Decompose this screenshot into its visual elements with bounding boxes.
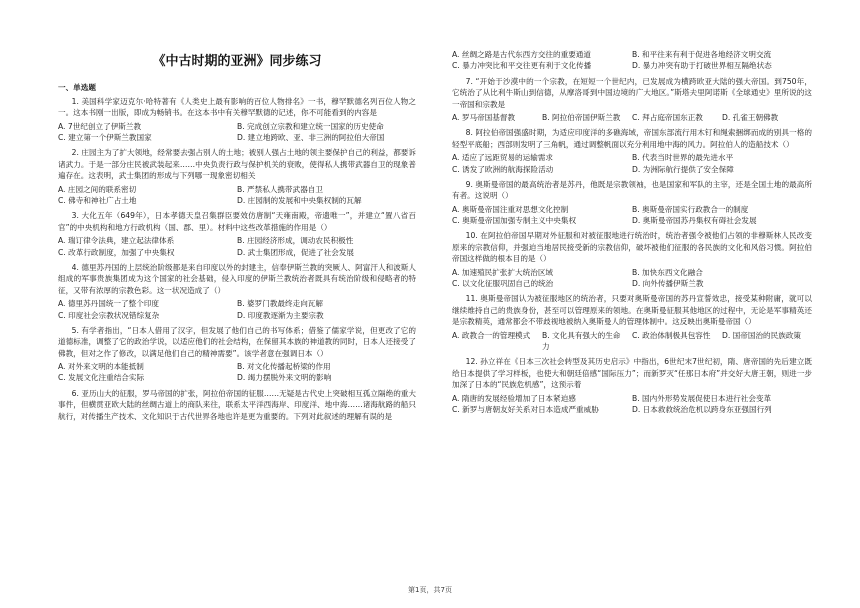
option-item[interactable]: D. 竭力摆脱外来文明的影响: [237, 373, 332, 383]
question-text: 5. 有学者指出，“日本人借用了汉字，但发展了他们自己的书写体系；借鉴了儒家学说，但更改了它的道德标准，调整了它的政治学说，以适应他们的社会结构，在保留其本族的神道教的同时，日本人还接受了佛教，但对之作了修改，以满足他们自己的精神需要”。该学者意在强调日本（）: [58, 325, 416, 358]
question-text: 4. 德里苏丹国的上层统治阶级都是来自印度以外的封建主，信奉伊斯兰教的突厥人、阿富汗人和波斯人组成的军事贵族集团成为这个国家的社会基础，侵入印度的伊斯兰教统治者既具有统治阶级和侵略者的特征，又带有浓厚的宗教色彩。这一状况造成了（）: [58, 262, 416, 295]
question-text: 11. 奥斯曼帝国认为被征服地区的统治者，只要对奥斯曼帝国的苏丹宣誓效忠，接受某种附庸，就可以继续维持自己的贵族身份，甚至可以管理原来的领地。在奥斯曼征服其他地区的过程中，无论是军事精英还是宗教精英，通常都会不带歧视地被纳入奥斯曼人的管理体制中。这反映出奥斯曼帝国（）: [452, 294, 812, 327]
document-title: 《中古时期的亚洲》同步练习: [152, 54, 322, 69]
option-item[interactable]: B. 完成创立宗教和建立统一国家的历史使命: [237, 121, 384, 131]
option-item[interactable]: A. 德里苏丹国统一了整个印度: [58, 299, 160, 309]
option-item[interactable]: A. 奥斯曼帝国注重对思想文化控制: [452, 204, 569, 214]
option-item[interactable]: C. 以文化征服巩固自己的统治: [452, 279, 554, 289]
option-item[interactable]: B. 婆罗门教最终走向瓦解: [237, 299, 323, 309]
option-item[interactable]: B. 严禁私人携带武器自卫: [237, 184, 323, 194]
option-item[interactable]: C. 诱发了欧洲的航海探险活动: [452, 164, 554, 174]
question-6-options: [452, 49, 812, 72]
option-item[interactable]: B. 阿拉伯帝国伊斯兰教: [542, 112, 621, 122]
option-item[interactable]: B. 庄园经济形成，调动农民积极性: [237, 236, 354, 246]
option-item[interactable]: A. 加速殖民扩张扩大统治区域: [452, 267, 554, 277]
section-heading: 一、单选题: [58, 82, 96, 92]
option-item[interactable]: B. 对文化传播起桥梁的作用: [237, 362, 331, 372]
option-item[interactable]: B. 文化具有强大的生命力: [542, 330, 621, 351]
question-text: 3. 大化五年（649年），日本孝德天皇召集群臣要效仿唐制“天雍南殿，帝遗唯一”，并建立“置八省百官”的中央机构和地方行政机构（国、郡、里）。材料中这些改革措施的作用是（）: [58, 211, 416, 232]
option-item[interactable]: A. 政教合一的管理模式: [452, 330, 531, 340]
option-item[interactable]: A. 适应了远距贸易的运输需求: [452, 153, 554, 163]
left-question-list: [58, 96, 416, 422]
option-item[interactable]: D. 印度教逐渐为主要宗教: [237, 310, 324, 320]
question-text: 12. 孙立祥在《日本三次社会转型及其历史启示》中指出，6世纪末7世纪初，隋、唐帝国的先后建立既给日本提供了学习样板，也使大和朝廷倍感“国际压力”；而新罗灭“任那日本府”并交好大唐王朝，则进一步加深了日本的“民族危机感”，这预示着: [452, 357, 812, 390]
option-item[interactable]: C. 新罗与唐朝友好关系对日本造成严重威胁: [452, 404, 599, 414]
option-item[interactable]: B. 和平往来有利于促进各地经济文明交流: [632, 50, 772, 59]
option-item[interactable]: A. 7世纪创立了伊斯兰教: [58, 121, 142, 131]
option-item[interactable]: C. 佛寺和神社广占土地: [58, 196, 137, 206]
option-item[interactable]: A. 罗马帝国基督教: [452, 112, 516, 122]
question-text: 2. 庄园主为了扩大领地，经常要去强占别人的土地；被别人强占土地的领主要保护自己的利益，都要诉诸武力。于是一部分庄民被武装起来……中央负责行政与保护机关的衰败，使得私人携带武器自卫的现象普遍存在。这表明，武士集团的形成与下列哪一现象密切相关: [58, 148, 416, 181]
options-group: [58, 361, 416, 384]
option-item[interactable]: C. 发展文化注重结合实际: [58, 373, 145, 383]
question-text: 6. 亚历山大的征服，罗马帝国的扩张，阿拉伯帝国的征服……无疑是古代史上突破相互孤立隔绝的重大事件，但横贯亚欧大陆的丝绸古道上的商队来往，联系太平洋西海岸、印度洋、地中海……诸海航路的船只航行，对传播生产技术、文化知识于古代世界各地也许是更为重要的。下列对此叙述的理解有误的是: [58, 388, 416, 421]
option-item[interactable]: C. 印度社会宗教状况错综复杂: [58, 310, 160, 320]
option-item[interactable]: D. 国帝国治的民族政策: [722, 330, 802, 340]
options-group: [452, 204, 812, 227]
option-item[interactable]: C. 暴力冲突比和平交往更有利于文化传播: [452, 61, 592, 71]
option-item[interactable]: B. 加快东西文化融合: [632, 267, 703, 277]
option-item[interactable]: C. 改革行政制度，加强了中央集权: [58, 247, 175, 257]
options-group: [452, 267, 812, 290]
option-item[interactable]: A. 对外来文明的本能抵制: [58, 362, 144, 372]
option-item[interactable]: D. 庄园制的发展和中央集权制的瓦解: [237, 196, 362, 206]
option-item[interactable]: D. 为洲际航行提供了安全保障: [632, 164, 734, 174]
question-text: 7. “开始于沙漠中的一个宗教，在短短一个世纪内，已发展成为横跨欧亚大陆的强大帝国。到750年，它统治了从比利牛斯山到信德，从摩洛哥到中国边境的广大地区。”斯塔夫里阿诺斯《全球通史》里所说的这一帝国和宗教是: [452, 76, 812, 109]
options-group: [452, 393, 812, 416]
right-column: [452, 48, 812, 419]
question-text: 8. 阿拉伯帝国强盛时期，为适应印度洋的多礁海域，帝国东部流行用木钉和绳索捆绑而成的别具一格的轻型平底船；西部则发明了三角帆，通过调整帆面以充分利用地中海的风力。阿拉伯人的造船技术（）: [452, 128, 812, 149]
option-item[interactable]: A. 丝绸之路是古代东西方交往的重要通道: [452, 50, 591, 59]
option-item[interactable]: C. 建立第一个伊斯兰教国家: [58, 133, 152, 143]
options-group: [58, 235, 416, 258]
options-group: [452, 152, 812, 175]
option-item[interactable]: B. 国内外形势发展促使日本进行社会变革: [632, 393, 772, 403]
option-item[interactable]: A. 庄园之间的联系密切: [58, 184, 137, 194]
option-item[interactable]: D. 建立地跨欧、亚、非三洲的阿拉伯大帝国: [237, 133, 385, 143]
page-footer: 第1页，共7页: [408, 586, 452, 594]
option-item[interactable]: B. 奥斯曼帝国实行政教合一的制度: [632, 204, 749, 214]
option-item[interactable]: A. 瑞订律令法典，建立起法律体系: [58, 236, 175, 246]
option-item[interactable]: A. 隋唐的发展经验增加了日本紧迫感: [452, 393, 576, 403]
options-group: [58, 184, 416, 207]
option-item[interactable]: D. 暴力冲突有助于打破世界相互隔绝状态: [632, 61, 772, 71]
question-text: 1. 美国科学家迈克尔·哈特著有《人类史上最有影响的百位人物排名》一书，穆罕默德名列百位人物之一。这本书刚一出版，即成为畅销书。在这本书中有关穆罕默德的记述，你不可能看到的内容是: [58, 96, 416, 118]
options-group: [452, 330, 812, 353]
option-item[interactable]: C. 政治体制极具包容性: [632, 330, 711, 340]
right-question-list: [452, 76, 812, 416]
options-group: [452, 112, 812, 123]
option-item[interactable]: D. 奥斯曼帝国苏丹集权有碍社会发展: [632, 216, 757, 226]
question-text: 10. 在阿拉伯帝国早期对外征服和对被征服地进行统治时，统治者强令被他们占领的非穆斯林人民改变原来的宗教信仰，并强迫当地居民接受新的宗教信仰，破坏被他们征服的各民族的文化和风俗习惯。阿拉伯帝国这样做的根本目的是（）: [452, 231, 812, 264]
option-item[interactable]: D. 日本救救统治危机以跨身东亚强国行列: [632, 404, 772, 414]
option-item[interactable]: B. 代表当时世界的最先进水平: [632, 153, 734, 163]
option-item[interactable]: D. 向外传播伊斯兰教: [632, 279, 704, 289]
question-text: 9. 奥斯曼帝国的最高统治者是苏丹，他既是宗教领袖，也是国家和军队的主宰，还是全国土地的最高所有者。这说明（）: [452, 179, 812, 201]
option-item[interactable]: D. 孔雀王朝佛教: [722, 112, 779, 122]
option-item[interactable]: C. 拜占庭帝国东正教: [632, 112, 703, 122]
left-column: [58, 52, 416, 424]
options-group: [58, 298, 416, 321]
option-item[interactable]: D. 武士集团形成，促进了社会发展: [237, 247, 354, 257]
option-item[interactable]: C. 奥斯曼帝国加强专制主义中央集权: [452, 216, 577, 226]
options-group: [58, 121, 416, 144]
